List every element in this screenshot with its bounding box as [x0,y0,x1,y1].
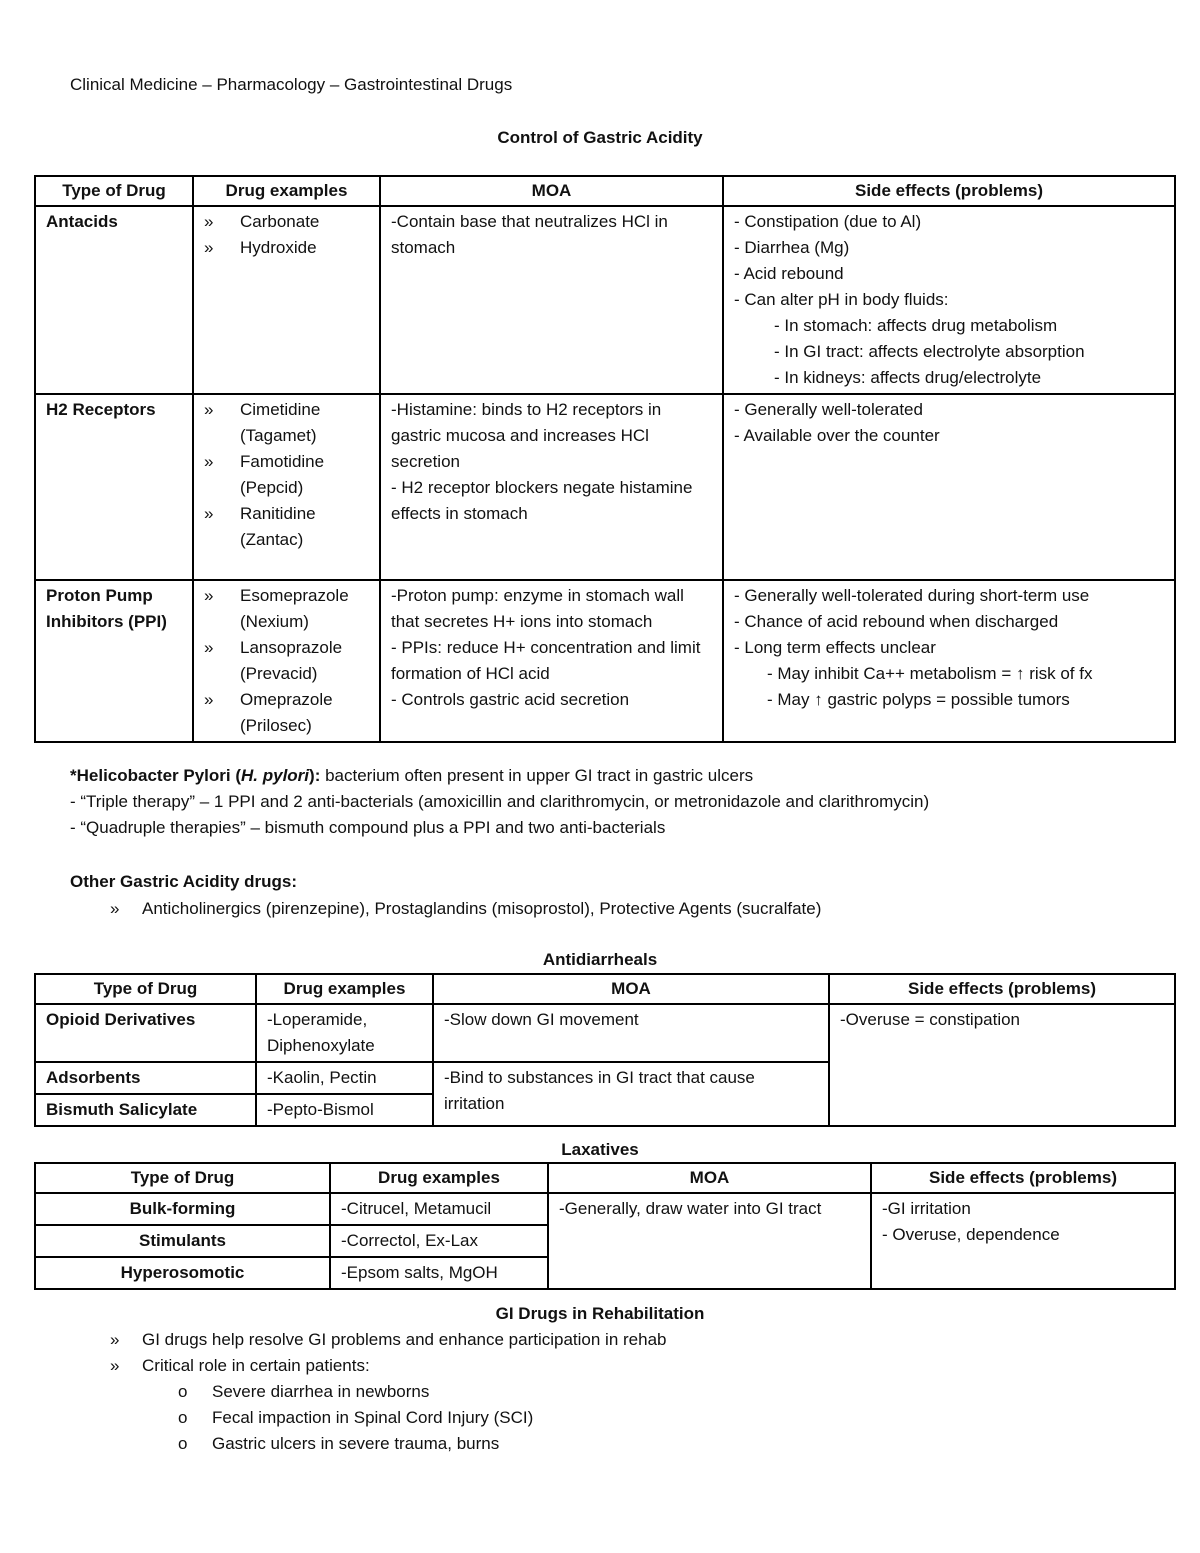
drug-examples [193,580,380,742]
page-header: Clinical Medicine – Pharmacology – Gastrointestinal Drugs [70,75,513,94]
moa-line: - H2 receptor blockers negate histamine effects in stomach [391,478,693,523]
drug-type: Adsorbents [35,1062,256,1094]
list-subitem: o Gastric ulcers in severe trauma, burns [110,1431,666,1457]
list-item: » GI drugs help resolve GI problems and enhance participation in rehab [110,1327,666,1353]
list-item: » Omeprazole (Prilosec) [204,687,369,739]
moa-line: -Proton pump: enzyme in stomach wall that secretes H+ ions into stomach [391,586,684,631]
col-header-examples: Drug examples [256,974,433,1004]
list-item: » Carbonate [204,209,369,235]
moa-cell: -Bind to substances in GI tract that cause irritation [433,1062,829,1126]
col-header-side-effects: Side effects (problems) [829,974,1175,1004]
side-effect: -GI irritation [882,1199,971,1218]
list-item: » Ranitidine (Zantac) [204,501,369,553]
side-effect-sub: - In kidneys: affects drug/electrolyte [774,368,1042,387]
list-item: » Famotidine (Pepcid) [204,449,369,501]
gastric-acidity-table [34,175,1176,743]
table-row [35,394,1175,580]
side-effect: - Available over the counter [734,426,940,445]
list-subitem: o Fecal impaction in Spinal Cord Injury (SCI) [110,1405,666,1431]
table-header-row [35,1163,1175,1193]
other-drugs-item: » Anticholinergics (pirenzepine), Prostaglandins (misoprostol), Protective Agents (sucralfate) [110,896,821,922]
side-effect-sub: - May inhibit Ca++ metabolism = ↑ risk of fx [767,664,1093,683]
hpylori-label: *Helicobacter Pylori (H. pylori): [70,766,321,785]
moa-cell: -Contain base that neutralizes HCl in stomach [380,206,723,394]
drug-examples [193,206,380,394]
side-effect: - Diarrhea (Mg) [734,238,850,257]
col-header-examples: Drug examples [193,176,380,206]
side-effect: - Chance of acid rebound when discharged [734,612,1059,631]
list-item: » Critical role in certain patients: [110,1353,666,1379]
col-header-moa: MOA [380,176,723,206]
list-item: » Cimetidine (Tagamet) [204,397,369,449]
bullet-icon: » [110,899,120,918]
rehab-title: GI Drugs in Rehabilitation [495,1304,705,1323]
moa-line: - Controls gastric acid secretion [391,690,630,709]
side-effects-cell [723,394,1175,580]
drug-examples: -Kaolin, Pectin [256,1062,433,1094]
list-item: » Lansoprazole (Prevacid) [204,635,369,687]
table-row [35,1004,1175,1062]
list-item: » Esomeprazole (Nexium) [204,583,369,635]
drug-examples: -Epsom salts, MgOH [330,1257,548,1289]
hpylori-desc: bacterium often present in upper GI tract in gastric ulcers [320,766,754,785]
col-header-side-effects: Side effects (problems) [871,1163,1175,1193]
drug-type: Bismuth Salicylate [35,1094,256,1126]
side-effect: - Generally well-tolerated [734,400,923,419]
side-effects-cell: -Overuse = constipation [829,1004,1175,1126]
drug-examples: -Correctol, Ex-Lax [330,1225,548,1257]
table-header-row [35,974,1175,1004]
col-header-moa: MOA [548,1163,871,1193]
side-effects-cell [723,206,1175,394]
list-subitem: o Severe diarrhea in newborns [110,1379,666,1405]
laxatives-table [34,1162,1176,1290]
col-header-moa: MOA [433,974,829,1004]
side-effect: - Generally well-tolerated during short-term use [734,586,1090,605]
side-effect: - Overuse, dependence [882,1225,1060,1244]
antidiarrheals-table [34,973,1176,1127]
moa-cell: -Generally, draw water into GI tract [548,1193,871,1289]
quadruple-therapy-line: - “Quadruple therapies” – bismuth compound plus a PPI and two anti-bacterials [70,818,666,837]
col-header-side-effects: Side effects (problems) [723,176,1175,206]
side-effect: - Can alter pH in body fluids: [734,290,949,309]
drug-type: Bulk-forming [35,1193,330,1225]
drug-examples: -Loperamide, Diphenoxylate [256,1004,433,1062]
rehab-list [110,1327,666,1457]
col-header-type: Type of Drug [35,176,193,206]
side-effect: - Constipation (due to Al) [734,212,922,231]
triple-therapy-line: - “Triple therapy” – 1 PPI and 2 anti-bacterials (amoxicillin and clarithromycin, or metronidazole and clarithromycin) [70,792,930,811]
hpylori-line [70,763,753,789]
drug-examples: -Citrucel, Metamucil [330,1193,548,1225]
antidiarrheals-title: Antidiarrheals [542,950,658,969]
laxatives-title: Laxatives [561,1140,639,1159]
drug-examples [193,394,380,580]
drug-type: Antacids [35,206,193,394]
table-row [35,580,1175,742]
moa-cell [380,580,723,742]
moa-cell [380,394,723,580]
side-effect-sub: - May ↑ gastric polyps = possible tumors [767,690,1070,709]
moa-line: -Histamine: binds to H2 receptors in gastric mucosa and increases HCl secretion [391,400,662,471]
col-header-type: Type of Drug [35,1163,330,1193]
side-effects-cell [871,1193,1175,1289]
table-row [35,206,1175,394]
side-effect: - Long term effects unclear [734,638,936,657]
drug-type: Stimulants [35,1225,330,1257]
gastric-section-title: Control of Gastric Acidity [497,128,703,147]
drug-type: Hyperosomotic [35,1257,330,1289]
drug-type: Proton Pump Inhibitors (PPI) [35,580,193,742]
list-item: » Hydroxide [204,235,369,261]
table-header-row [35,176,1175,206]
moa-cell: -Slow down GI movement [433,1004,829,1062]
drug-type: Opioid Derivatives [35,1004,256,1062]
table-row [35,1193,1175,1225]
drug-type: H2 Receptors [35,394,193,580]
side-effect: - Acid rebound [734,264,844,283]
drug-examples: -Pepto-Bismol [256,1094,433,1126]
other-drugs-title: Other Gastric Acidity drugs: [70,872,298,891]
side-effects-cell [723,580,1175,742]
side-effect-sub: - In GI tract: affects electrolyte absorption [774,342,1085,361]
moa-line: - PPIs: reduce H+ concentration and limit formation of HCl acid [391,638,701,683]
col-header-examples: Drug examples [330,1163,548,1193]
side-effect-sub: - In stomach: affects drug metabolism [774,316,1058,335]
col-header-type: Type of Drug [35,974,256,1004]
